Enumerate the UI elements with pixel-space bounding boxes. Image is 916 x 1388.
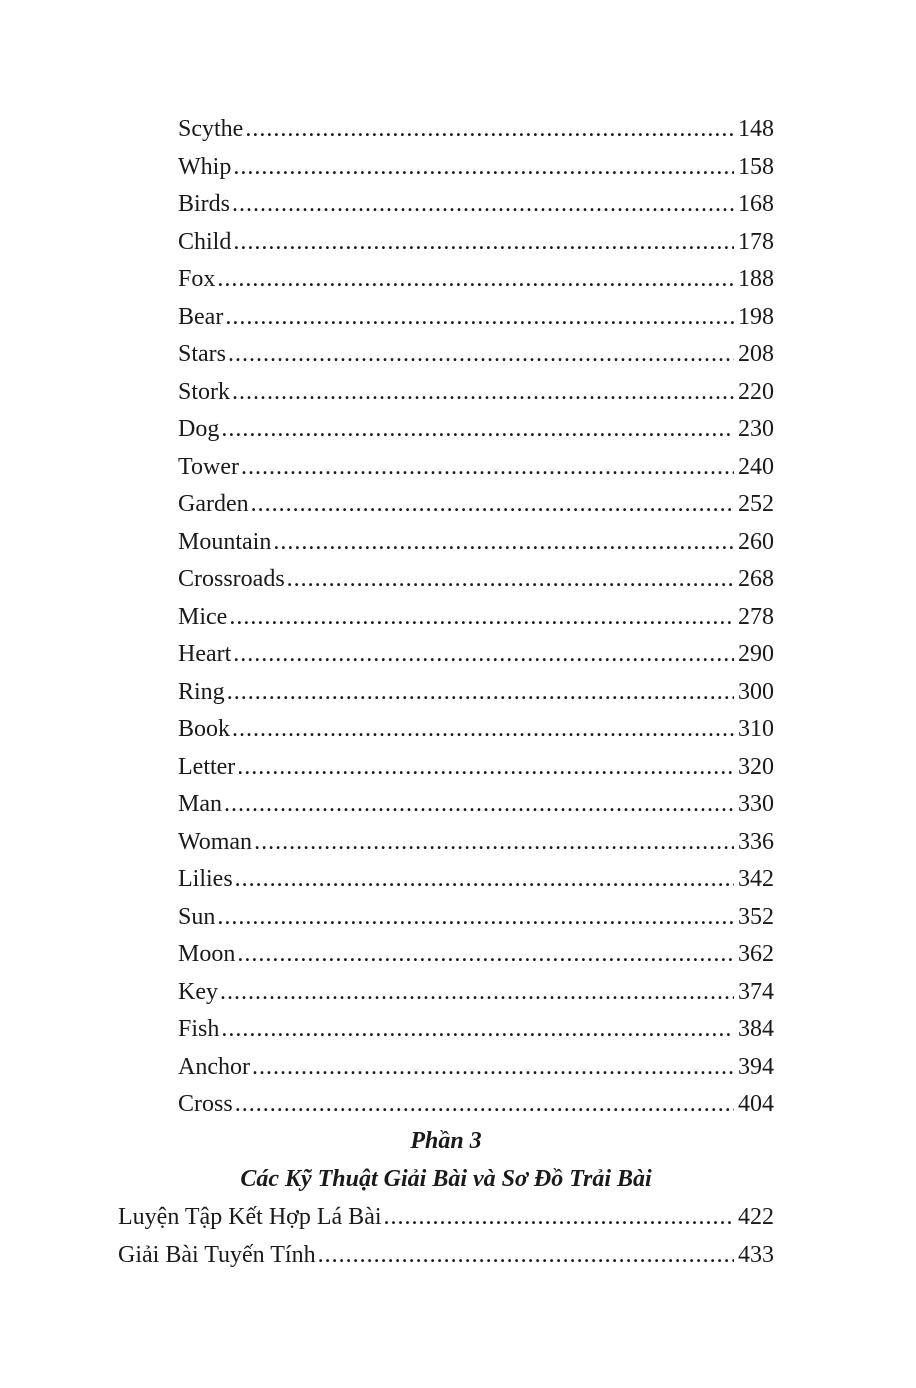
toc-entry-title: Tower xyxy=(178,453,239,480)
toc-entry-fox xyxy=(178,261,774,299)
dot-leader xyxy=(237,749,734,787)
toc-entry-child xyxy=(178,224,774,262)
dot-leader xyxy=(233,149,734,187)
toc-entry-page: 268 xyxy=(738,566,774,592)
dot-leader xyxy=(254,824,734,862)
dot-leader xyxy=(237,936,734,974)
toc-entry-title: Child xyxy=(178,228,232,255)
part-heading: Phần 3 xyxy=(410,1128,482,1154)
toc-entry-page: 278 xyxy=(738,603,774,630)
toc-entry-page: 433 xyxy=(738,1241,774,1268)
dot-leader xyxy=(229,599,734,637)
toc-entry-page: 230 xyxy=(738,416,774,442)
toc-entry-title: Mice xyxy=(178,603,228,630)
dot-leader xyxy=(235,861,734,899)
toc-entry-title: Garden xyxy=(178,491,249,517)
toc-entry-bear xyxy=(178,299,774,337)
toc-entry-page: 362 xyxy=(738,941,774,967)
toc-entry-page: 336 xyxy=(738,828,774,855)
toc-entry-page: 158 xyxy=(738,153,774,180)
dot-leader xyxy=(235,1086,734,1124)
dot-leader xyxy=(220,974,734,1012)
toc-entry-card-combination-practice xyxy=(118,1199,774,1237)
toc-entry-page: 260 xyxy=(738,528,774,555)
toc-entry-title: Dog xyxy=(178,416,220,442)
toc-entry-title: Ring xyxy=(178,678,225,705)
dot-leader xyxy=(221,411,734,449)
dot-leader xyxy=(241,449,734,487)
toc-entry-title: Luyện Tập Kết Hợp Lá Bài xyxy=(118,1204,382,1230)
toc-entry-cross xyxy=(178,1086,774,1124)
dot-leader xyxy=(245,111,734,149)
toc-entry-title: Fish xyxy=(178,1016,220,1042)
toc-entry-page: 342 xyxy=(738,866,774,892)
toc-entry-crossroads xyxy=(178,561,774,599)
toc-entry-page: 320 xyxy=(738,753,774,780)
toc-entry-title: Woman xyxy=(178,828,253,855)
toc-entry-title: Anchor xyxy=(178,1053,250,1080)
dot-leader xyxy=(252,1049,734,1087)
toc-entry-mice xyxy=(178,599,774,637)
dot-leader xyxy=(225,299,734,337)
toc-entry-tower xyxy=(178,449,774,487)
toc-entry-book xyxy=(178,711,774,749)
dot-leader xyxy=(232,374,734,412)
toc-entry-man xyxy=(178,786,774,824)
toc-entry-page: 188 xyxy=(738,266,774,292)
toc-entry-page: 404 xyxy=(738,1091,774,1117)
toc-entry-page: 178 xyxy=(738,228,774,255)
toc-entry-title: Heart xyxy=(178,641,232,667)
dot-leader xyxy=(228,336,734,374)
dot-leader xyxy=(318,1237,734,1275)
toc-entry-moon xyxy=(178,936,774,974)
toc-entry-page: 422 xyxy=(738,1204,774,1230)
toc-entry-title: Whip xyxy=(178,153,232,180)
toc-entry-title: Moon xyxy=(178,941,236,967)
toc-entry-garden xyxy=(178,486,774,524)
toc-entry-stork xyxy=(178,374,774,412)
toc-entry-ring xyxy=(178,674,774,712)
dot-leader xyxy=(233,636,734,674)
toc-entry-title: Scythe xyxy=(178,116,244,142)
toc-entry-page: 394 xyxy=(738,1053,774,1080)
toc-entry-sun xyxy=(178,899,774,937)
toc-entry-mountain xyxy=(178,524,774,562)
toc-entry-page: 168 xyxy=(738,191,774,217)
toc-entry-anchor xyxy=(178,1049,774,1087)
dot-leader xyxy=(232,186,734,224)
table-of-contents xyxy=(178,111,774,1124)
dot-leader xyxy=(233,224,734,262)
toc-entry-scythe xyxy=(178,111,774,149)
toc-entry-page: 310 xyxy=(738,716,774,742)
toc-entry-page: 384 xyxy=(738,1016,774,1042)
toc-entry-birds xyxy=(178,186,774,224)
toc-entry-page: 208 xyxy=(738,341,774,367)
dot-leader xyxy=(384,1199,734,1237)
toc-entry-key xyxy=(178,974,774,1012)
toc-entry-page: 330 xyxy=(738,791,774,817)
toc-entry-dog xyxy=(178,411,774,449)
dot-leader xyxy=(251,486,734,524)
toc-entry-title: Key xyxy=(178,978,218,1005)
toc-entry-title: Cross xyxy=(178,1091,233,1117)
toc-entry-page: 252 xyxy=(738,491,774,517)
toc-entry-page: 148 xyxy=(738,116,774,142)
toc-entry-title: Stork xyxy=(178,378,231,405)
toc-entry-title: Crossroads xyxy=(178,566,285,592)
dot-leader xyxy=(227,674,734,712)
toc-entry-title: Man xyxy=(178,791,222,817)
toc-entry-lilies xyxy=(178,861,774,899)
toc-entry-title: Letter xyxy=(178,753,236,780)
toc-entry-heart xyxy=(178,636,774,674)
toc-entry-page: 352 xyxy=(738,903,774,930)
toc-entry-title: Bear xyxy=(178,303,224,330)
dot-leader xyxy=(217,261,734,299)
dot-leader xyxy=(217,899,734,937)
toc-entry-page: 374 xyxy=(738,978,774,1005)
toc-entry-whip xyxy=(178,149,774,187)
dot-leader xyxy=(273,524,734,562)
dot-leader xyxy=(232,711,734,749)
toc-entry-stars xyxy=(178,336,774,374)
toc-entry-title: Mountain xyxy=(178,528,272,555)
toc-entry-title: Birds xyxy=(178,191,231,217)
dot-leader xyxy=(221,1011,734,1049)
dot-leader xyxy=(287,561,734,599)
toc-entry-fish xyxy=(178,1011,774,1049)
toc-entry-title: Fox xyxy=(178,266,216,292)
toc-entry-page: 220 xyxy=(738,378,774,405)
toc-entry-woman xyxy=(178,824,774,862)
toc-entry-letter xyxy=(178,749,774,787)
part3-contents xyxy=(118,1199,774,1274)
toc-entry-title: Book xyxy=(178,716,231,742)
toc-entry-title: Sun xyxy=(178,903,216,930)
toc-entry-linear-reading xyxy=(118,1237,774,1275)
toc-entry-title: Giải Bài Tuyến Tính xyxy=(118,1241,316,1268)
dot-leader xyxy=(224,786,734,824)
toc-entry-title: Lilies xyxy=(178,866,233,892)
toc-entry-page: 290 xyxy=(738,641,774,667)
toc-entry-page: 300 xyxy=(738,678,774,705)
part-subtitle: Các Kỹ Thuật Giải Bài và Sơ Đồ Trải Bài xyxy=(240,1166,652,1192)
toc-entry-page: 198 xyxy=(738,303,774,330)
toc-entry-page: 240 xyxy=(738,453,774,480)
toc-entry-title: Stars xyxy=(178,341,226,367)
